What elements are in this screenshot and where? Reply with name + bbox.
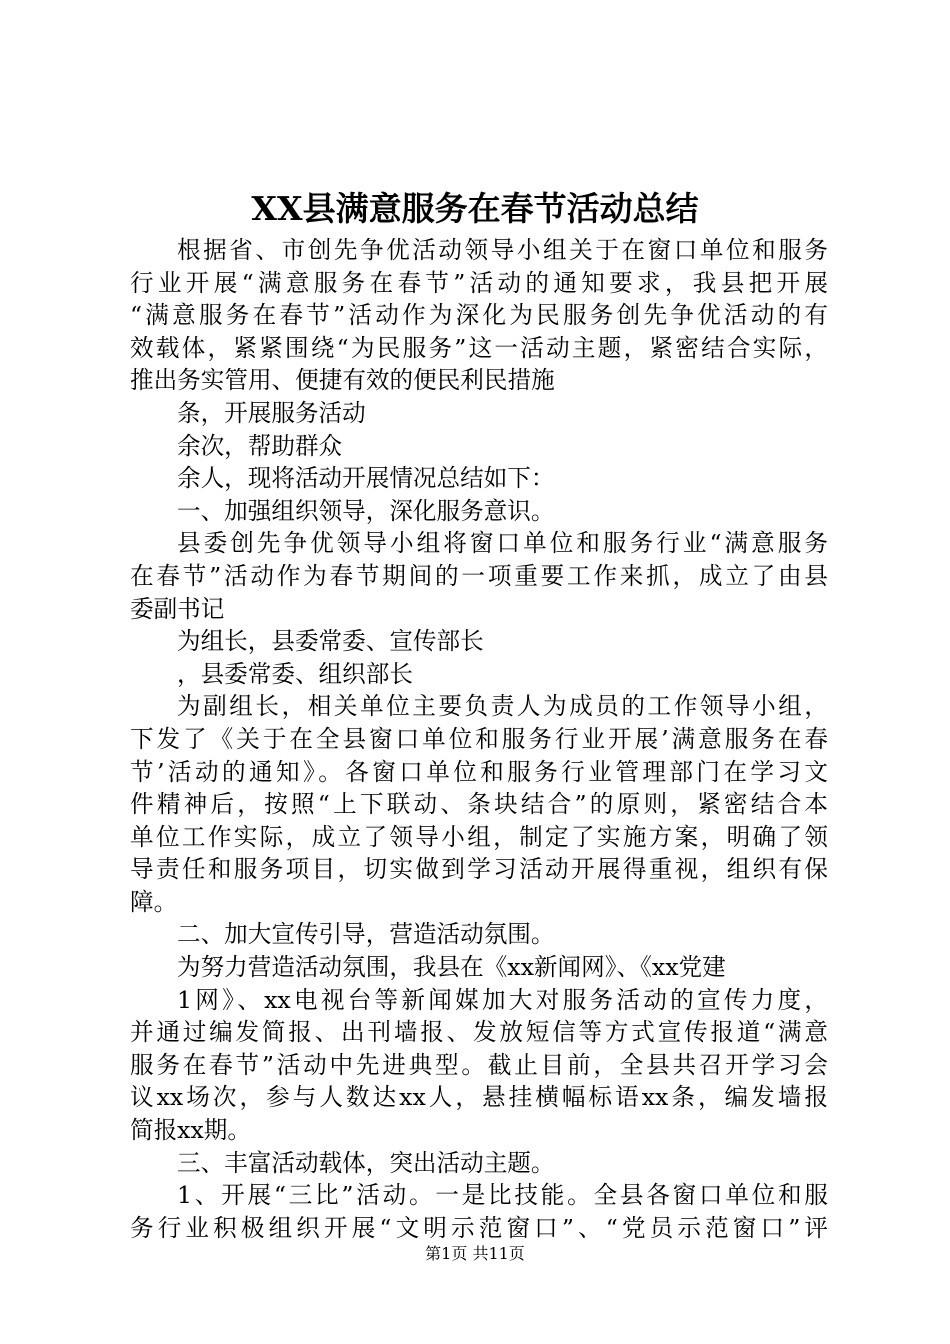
- body-line: 条，开展服务活动: [177, 398, 366, 427]
- body-line: 三、丰富活动载体，突出活动主题。: [177, 1148, 555, 1177]
- body-line: 简报xx期。: [130, 1116, 251, 1145]
- body-line: 二、加大宣传引导，营造活动氛围。: [177, 920, 555, 949]
- body-line: 1、开展“三比”活动。一是比技能。全县各窗口单位和服: [177, 1181, 828, 1210]
- page-footer: 第1页 共11页: [425, 1244, 525, 1263]
- body-line: 根据省、市创先争优活动领导小组关于在窗口单位和服务: [177, 236, 828, 264]
- body-line: 余人，现将活动开展情况总结如下：: [177, 464, 555, 493]
- body-line: 委副书记: [130, 594, 225, 623]
- body-line: 县委创先争优领导小组将窗口单位和服务行业“满意服务: [177, 529, 828, 558]
- body-line: 件精神后，按照“上下联动、条块结合”的原则，紧密结合本: [130, 790, 828, 819]
- body-line: 1网》、xx电视台等新闻媒加大对服务活动的宣传力度，: [177, 985, 828, 1014]
- body-line: 为副组长，相关单位主要负责人为成员的工作领导小组，: [177, 692, 828, 721]
- body-line: 节’活动的通知》。各窗口单位和服务行业管理部门在学习文: [130, 757, 828, 786]
- body-line: 为组长，县委常委、宣传部长: [177, 627, 484, 656]
- body-line: 导责任和服务项目，切实做到学习活动开展得重视，组织有保: [130, 855, 828, 884]
- body-line: 余次，帮助群众: [177, 431, 343, 460]
- body-line: 在春节”活动作为春节期间的一项重要工作来抓，成立了由县: [130, 561, 828, 590]
- body-line: 议xx场次，参与人数达xx人，悬挂横幅标语xx条，编发墙报: [130, 1083, 828, 1112]
- document-body: [130, 234, 828, 1244]
- body-line: 为努力营造活动氛围，我县在《xx新闻网》、《xx党建: [177, 953, 726, 982]
- body-line: 一、加强组织领导，深化服务意识。: [177, 496, 555, 525]
- body-line: “满意服务在春节”活动作为深化为民服务创先争优活动的有: [130, 301, 828, 330]
- body-line: 务行业积极组织开展“文明示范窗口”、“党员示范窗口”评: [130, 1213, 828, 1242]
- body-line: 效载体，紧紧围绕“为民服务”这一活动主题，紧密结合实际，: [130, 333, 828, 362]
- body-line: 行业开展“满意服务在春节”活动的通知要求，我县把开展: [130, 268, 828, 297]
- body-line: ，县委常委、组织部长: [177, 659, 413, 688]
- body-line: 服务在春节”活动中先进典型。截止目前，全县共召开学习会: [130, 1050, 828, 1079]
- body-line: 单位工作实际，成立了领导小组，制定了实施方案，明确了领: [130, 822, 828, 851]
- body-line: 障。: [130, 887, 178, 916]
- body-line: 推出务实管用、便捷有效的便民利民措施: [130, 366, 555, 395]
- document-title: XX县满意服务在春节活动总结: [251, 189, 699, 228]
- body-line: 并通过编发简报、出刊墙报、发放短信等方式宣传报道“满意: [130, 1018, 828, 1047]
- body-line: 下发了《关于在全县窗口单位和服务行业开展’满意服务在春: [130, 724, 828, 753]
